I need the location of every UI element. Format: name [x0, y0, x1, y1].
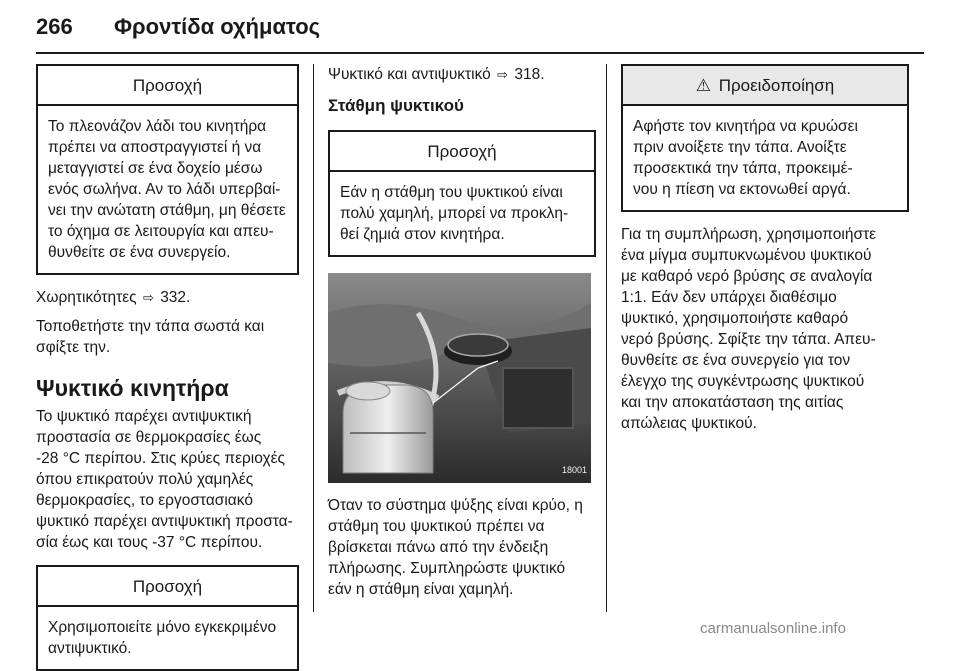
text-line: Το ψυκτικό παρέχει αντιψυκτική — [36, 408, 252, 425]
text-line: με καθαρό νερό βρύσης σε αναλογία — [621, 268, 873, 285]
section-heading-coolant: Ψυκτικό κινητήρα — [36, 375, 229, 401]
text-line: Για τη συμπλήρωση, χρησιμοποιήστε — [621, 226, 877, 243]
column-left — [36, 64, 299, 671]
text-line: θυνθείτε σε ένα συνεργείο για τον — [621, 352, 851, 369]
text-line: σία έως και τους -37 °C περίπου. — [36, 534, 263, 551]
text-line: Εάν η στάθμη του ψυκτικού είναι — [340, 184, 563, 201]
text-line: σφίξτε την. — [36, 339, 111, 356]
warning-box — [621, 64, 909, 212]
text-line: ψυκτικό, χρησιμοποιήστε καθαρό — [621, 310, 849, 327]
warning-title-bar — [623, 66, 907, 106]
text-line: θεί ζημιά στον κινητήρα. — [340, 226, 505, 243]
text-line: νει την ανώτατη στάθμη, μη θέσετε — [48, 202, 286, 219]
text-line: θυνθείτε σε ένα συνεργείο. — [48, 244, 231, 261]
text-line: ψυκτικό παρέχει αντιψυκτική προστα- — [36, 513, 293, 530]
text-line: Το πλεονάζον λάδι του κινητήρα — [48, 118, 267, 135]
caution-box-oil — [36, 64, 299, 275]
text-line: Τοποθετήστε την τάπα σωστά και — [36, 318, 265, 335]
text-line: προσεκτικά την τάπα, προκειμέ- — [633, 160, 853, 177]
text-line: πλήρωσης. Συμπληρώστε ψυκτικό — [328, 560, 566, 577]
text-line: μεταγγιστεί σε ένα δοχείο μέσω — [48, 160, 263, 177]
text-line: πρέπει να αποστραγγιστεί ή να — [48, 139, 262, 156]
text-line: και την αποκατάσταση της αιτίας — [621, 394, 844, 411]
text-line: στάθμη του ψυκτικού πρέπει να — [328, 518, 545, 535]
caution-body — [38, 607, 297, 669]
text-line: αντιψυκτικό. — [48, 640, 132, 657]
text-line: -28 °C περίπου. Στις κρύες περιοχές — [36, 450, 285, 467]
page-header — [36, 8, 924, 54]
column-middle — [328, 64, 596, 600]
text-line: Όταν το σύστημα ψύξης είναι κρύο, η — [328, 497, 583, 514]
coolant-reservoir-illustration — [328, 273, 591, 483]
text-line: όπου επικρατούν πολύ χαμηλές — [36, 471, 254, 488]
page-number: 266 — [36, 14, 73, 39]
capacities-reference — [36, 287, 299, 308]
reference-arrow-icon: ⇨ — [142, 290, 154, 305]
capacities-page-link[interactable]: 332. — [160, 289, 191, 306]
text-line: νερό βρύσης. Σφίξτε την τάπα. Απευ- — [621, 331, 876, 348]
caution-box-antifreeze — [36, 565, 299, 671]
text-line: έλεγχο της συγκέντρωσης ψυκτικού — [621, 373, 865, 390]
reference-page-link[interactable]: 318. — [514, 66, 545, 83]
text-line: ενός σωλήνα. Αν το λάδι υπερβαί- — [48, 181, 281, 198]
engine-bay-photo — [328, 273, 591, 483]
text-line: Χρησιμοποιείτε μόνο εγκεκριμένο — [48, 619, 277, 636]
text-line: ένα μίγμα συμπυκνωμένου ψυκτικού — [621, 247, 872, 264]
caution-title: Προσοχή — [330, 132, 594, 172]
text-line: προστασία σε θερμοκρασίες έως — [36, 429, 262, 446]
figure-number: 18001 — [561, 465, 587, 475]
text-line: το όχημα σε λειτουργία και απευ- — [48, 223, 274, 240]
column-divider — [313, 64, 314, 612]
text-line: Αφήστε τον κινητήρα να κρυώσει — [633, 118, 858, 135]
reference-label: Ψυκτικό και αντιψυκτικό — [328, 66, 491, 83]
caution-body — [330, 172, 594, 255]
coolant-level-text — [328, 495, 596, 600]
warning-body — [623, 106, 907, 210]
caution-body — [38, 106, 297, 273]
caution-title: Προσοχή — [38, 66, 297, 106]
text-line: εάν η στάθμη είναι χαμηλή. — [328, 581, 514, 598]
page-title: Φροντίδα οχήματος — [114, 14, 321, 39]
text-line: 1:1. Εάν δεν υπάρχει διαθέσιμο — [621, 289, 837, 306]
watermark: carmanualsonline.info — [700, 620, 846, 637]
text-line: πριν ανοίξετε την τάπα. Ανοίξτε — [633, 139, 847, 156]
warning-triangle-icon: ⚠ — [695, 76, 711, 95]
caution-title: Προσοχή — [38, 567, 297, 607]
text-line: απώλειας ψυκτικού. — [621, 415, 757, 432]
column-right — [621, 64, 909, 434]
text-line: βρίσκεται πάνω από την ένδειξη — [328, 539, 549, 556]
text-line: νου η πίεση να εκτονωθεί αργά. — [633, 181, 851, 198]
coolant-reference — [328, 64, 596, 85]
caution-box-level — [328, 130, 596, 257]
refill-instructions — [621, 224, 909, 434]
reference-arrow-icon: ⇨ — [497, 67, 509, 82]
text-line: πολύ χαμηλή, μπορεί να προκλη- — [340, 205, 569, 222]
section-heading-coolant-level: Στάθμη ψυκτικού — [328, 96, 464, 115]
capacities-label: Χωρητικότητες — [36, 289, 137, 306]
warning-title: Προειδοποίηση — [718, 76, 835, 95]
column-divider — [606, 64, 607, 612]
text-line: θερμοκρασίες, το εργοστασιακό — [36, 492, 253, 509]
